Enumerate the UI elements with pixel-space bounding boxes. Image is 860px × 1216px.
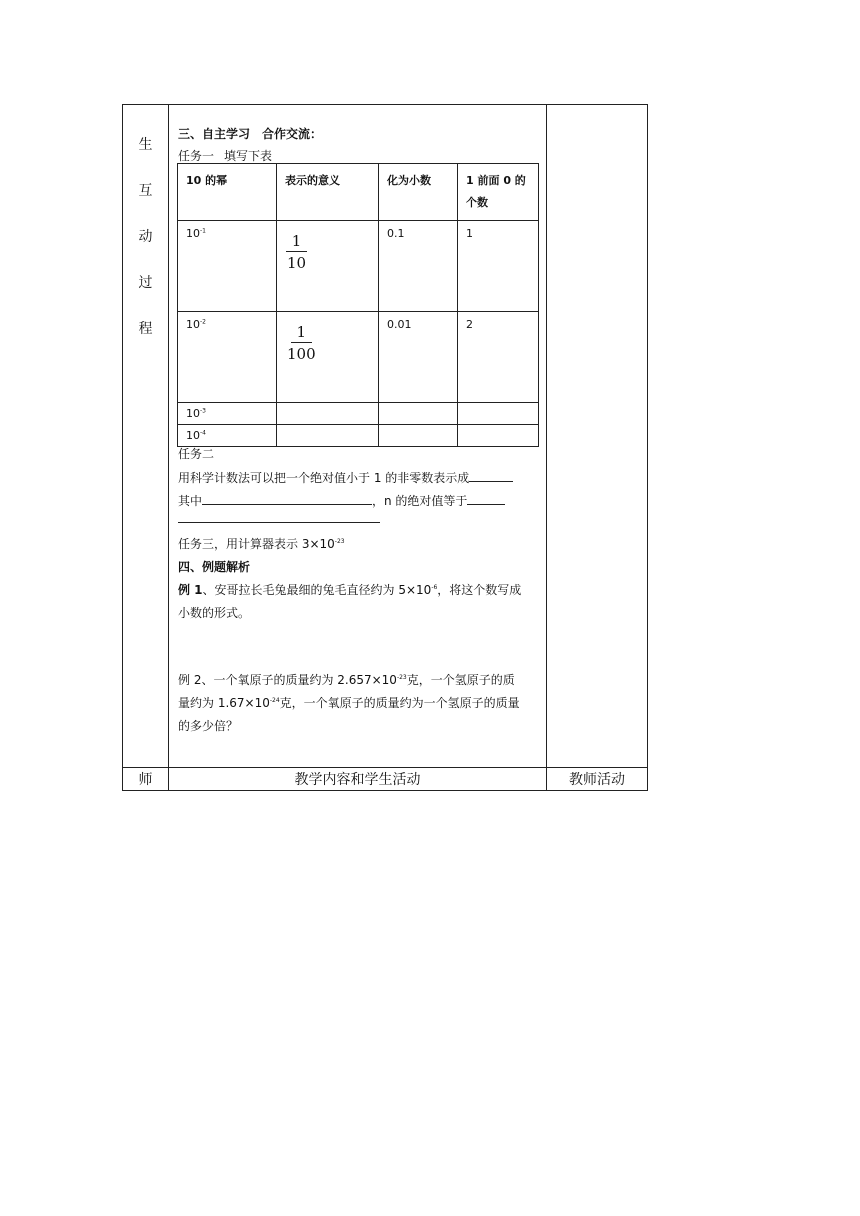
content-cell [169,105,547,768]
side-char: 生 [138,137,153,153]
meaning-cell [277,312,379,403]
footer-col3: 教师活动 [547,768,648,791]
section4-heading: 四、例题解析 [178,560,251,574]
section-heading: 三、自主学习 合作交流： [178,127,323,141]
meaning-cell [277,425,379,447]
meaning-cell [277,221,379,312]
decimal-cell: 0.01 [379,312,458,403]
fraction: $\frac{1}{10}$ [287,232,307,272]
task2-line3 [178,510,380,526]
answer-blank[interactable] [469,469,513,482]
header-power: 10 的幂 [178,164,277,221]
zeros-cell: 1 [458,221,539,312]
task1-title: 任务一 填写下表 [178,149,273,163]
header-zeros: 1 前面 0 的个数 [458,164,539,221]
side-char: 互 [138,183,153,199]
table-row [178,221,539,312]
powers-of-ten-table [177,163,539,447]
zeros-cell [458,403,539,425]
example2-line1: 例 2、一个氧原子的质量约为 $2.657\times 10^{-23}$克，一个氢原子的质 [178,673,515,687]
decimal-cell [379,425,458,447]
example2-line3: 的多少倍？ [178,719,239,733]
meaning-cell [277,403,379,425]
power-cell: $10^{-4}$ [178,425,277,447]
answer-blank[interactable] [202,492,372,505]
header-meaning: 表示的意义 [277,164,379,221]
fraction: $\frac{1}{100}$ [287,323,316,363]
table-row [178,403,539,425]
header-decimal: 化为小数 [379,164,458,221]
answer-blank[interactable] [178,510,380,523]
footer-col1: 师 [123,768,169,791]
example2-line2: 量约为 $1.67\times 10^{-24}$克，一个氧原子的质量约为一个氢原子的质量 [178,696,520,710]
task2-line1: 用科学计数法可以把一个绝对值小于 1 的非零数表示成 [178,469,513,486]
decimal-cell [379,403,458,425]
lesson-plan-table [122,104,648,791]
power-cell: $10^{-3}$ [178,403,277,425]
table-row [178,312,539,403]
power-cell: $10^{-2}$ [178,312,277,403]
table-row [178,425,539,447]
example1-line1: 例 1、安哥拉长毛兔最细的兔毛直径约为 $5\times 10^{-6}$，将这个数写成 [178,583,522,597]
side-char: 过 [138,275,153,291]
side-label-cell [123,105,169,768]
task3-line: 任务三，用计算器表示 $3\times 10^{-23}$ [178,537,345,551]
side-char: 程 [138,321,153,337]
power-cell: $10^{-1}$ [178,221,277,312]
task2-title: 任务二 [178,447,215,461]
footer-col2: 教学内容和学生活动 [169,768,547,791]
zeros-cell [458,425,539,447]
decimal-cell: 0.1 [379,221,458,312]
side-char: 动 [138,229,153,245]
zeros-cell: 2 [458,312,539,403]
teacher-notes-cell [547,105,648,768]
task2-line2: 其中 ，n 的绝对值等于 [178,492,505,509]
answer-blank[interactable] [467,492,505,505]
example1-line2: 小数的形式。 [178,606,251,620]
